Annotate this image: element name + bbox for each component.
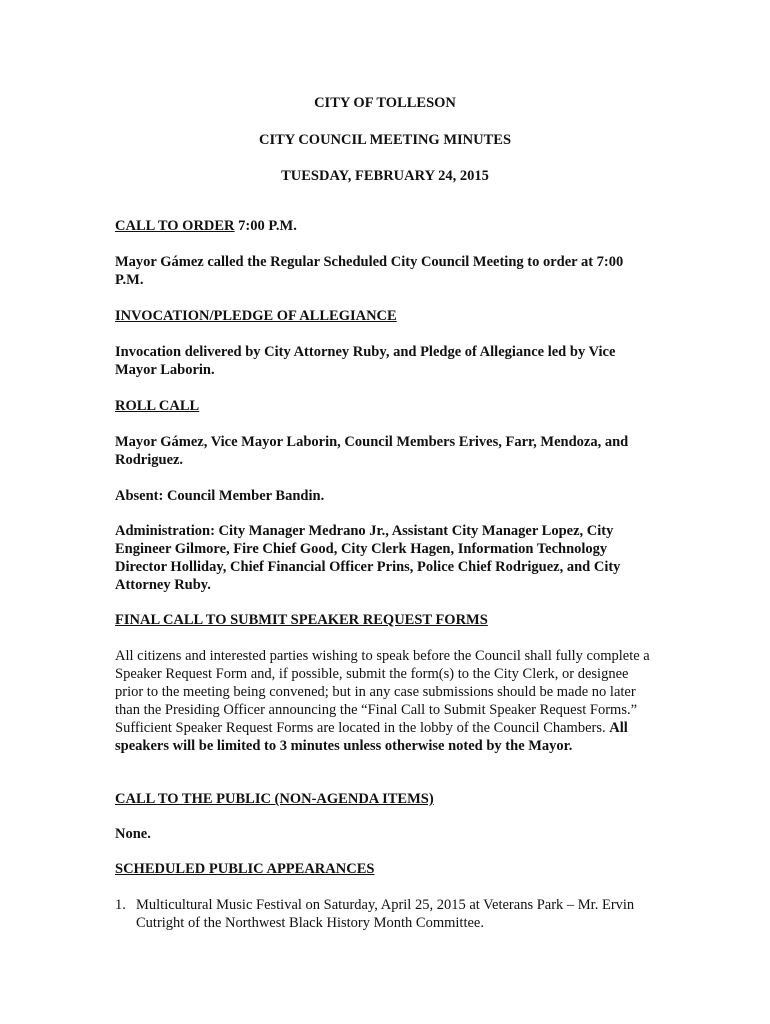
invocation-text: Invocation delivered by City Attorney Ruby, and Pledge of Allegiance led by Vice Mayor Laborin.	[115, 344, 616, 378]
city-name: CITY OF TOLLESON	[314, 95, 456, 111]
list-item	[115, 896, 650, 936]
speaker-forms-bold-text: All speakers will be limited to 3 minutes unless otherwise noted by the Mayor.	[115, 720, 628, 754]
speaker-forms-text: All citizens and interested parties wishing to speak before the Council shall fully complete a Speaker Request Form and, if possible, submit the form(s) to the City Clerk, or designee prior to the meeting being convened; but in any case submissions should be made no later than the Presiding Officer announcing the “Final Call to Submit Speaker Request Forms.” Sufficient Speaker Request Forms are located in the lobby of the Council Chambers.	[115, 648, 650, 736]
document-title: CITY COUNCIL MEETING MINUTES	[258, 132, 512, 148]
call-to-order-heading: CALL TO ORDER	[115, 218, 235, 234]
public-appearances-heading: SCHEDULED PUBLIC APPEARANCES	[115, 861, 375, 877]
invocation-heading: INVOCATION/PLEDGE OF ALLEGIANCE	[115, 308, 397, 324]
speaker-forms-paragraph	[115, 647, 650, 755]
call-to-order-time: 7:00 P.M.	[234, 218, 297, 234]
roll-call-heading: ROLL CALL	[115, 398, 200, 414]
call-to-order-line	[115, 217, 650, 235]
list-item-number: 1.	[115, 897, 126, 913]
speaker-forms-heading: FINAL CALL TO SUBMIT SPEAKER REQUEST FORMS	[115, 612, 488, 628]
roll-call-absent: Absent: Council Member Bandin.	[115, 488, 325, 504]
roll-call-present: Mayor Gámez, Vice Mayor Laborin, Council Members Erives, Farr, Mendoza, and Rodriguez.	[115, 434, 629, 468]
roll-call-administration: Administration: City Manager Medrano Jr., Assistant City Manager Lopez, City Engineer Gilmore, Fire Chief Good, City Clerk Hagen, Information Technology Director Holliday, Chief Financial Officer Prins, Police Chief Rodriguez, and City Attorney Ruby.	[115, 523, 621, 593]
call-to-public-text: None.	[115, 826, 151, 842]
meeting-date: TUESDAY, FEBRUARY 24, 2015	[281, 168, 489, 184]
list-item-text: Multicultural Music Festival on Saturday, April 25, 2015 at Veterans Park – Mr. Ervin Cutright of the Northwest Black History Month Committee.	[136, 897, 635, 931]
call-to-order-text: Mayor Gámez called the Regular Scheduled City Council Meeting to order at 7:00 P.M.	[115, 254, 624, 288]
call-to-public-heading: CALL TO THE PUBLIC (NON-AGENDA ITEMS)	[115, 791, 434, 807]
